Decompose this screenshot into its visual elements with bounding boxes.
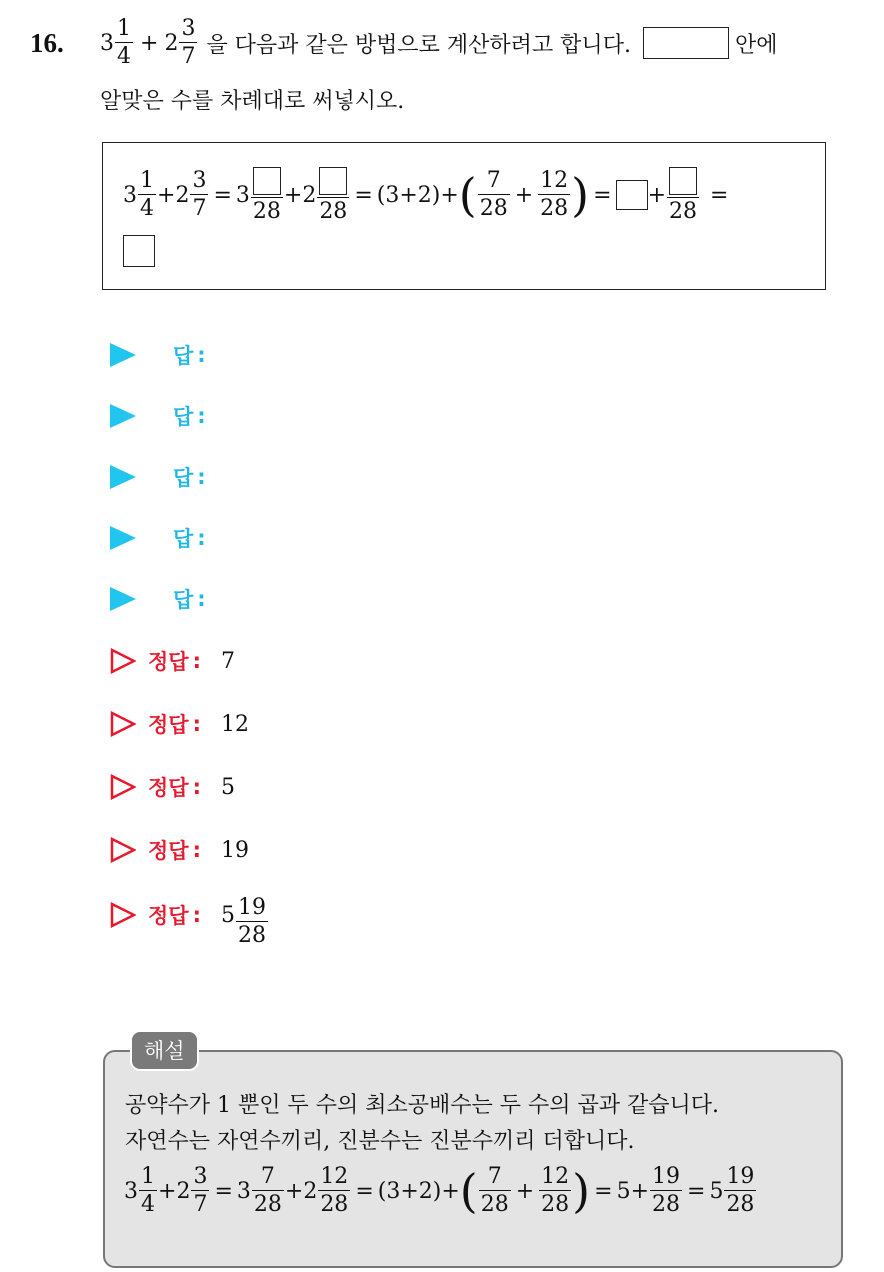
eq-fraction-1: $\frac{1}{4}$ <box>140 168 154 221</box>
correct-row-4: 정답 : 19 <box>110 835 249 865</box>
answer-row-3: 답 : <box>110 462 206 492</box>
blank-box-icon <box>123 235 155 267</box>
correct-value: 5 <box>220 774 235 800</box>
outline-triangle-icon <box>110 774 136 800</box>
question-text-1: 을 다음과 같은 방법으로 계산하려고 합니다. <box>206 32 631 58</box>
equation-box <box>102 142 826 290</box>
correct-value: 19 <box>220 837 249 863</box>
expr-fraction-1: $\frac{1}{4}$ <box>117 16 131 69</box>
blank-box-icon <box>319 167 347 195</box>
right-paren: ) <box>572 1164 591 1218</box>
right-paren: ) <box>571 168 590 222</box>
expr-whole-1: 3 <box>100 30 114 56</box>
answer-row-5: 답 : <box>110 584 206 614</box>
eq-fraction-2: $\frac{3}{7}$ <box>192 168 207 221</box>
blank-box-icon <box>643 27 729 59</box>
correct-value-mixed: 5 $\frac{19}{28}$ <box>220 895 266 948</box>
question-line-1 <box>100 18 777 68</box>
correct-row-3: 정답 : 5 <box>110 772 235 802</box>
plus-sign: + <box>140 30 159 56</box>
question-text-1b: 안에 <box>734 32 778 58</box>
answer-row-4: 답 : <box>110 523 206 553</box>
play-triangle-icon <box>110 587 136 611</box>
correct-row-5: 정답 : 5 $\frac{19}{28}$ <box>110 900 269 930</box>
correct-value: 12 <box>220 711 249 737</box>
play-triangle-icon <box>110 343 136 367</box>
play-triangle-icon <box>110 404 136 428</box>
correct-row-2: 정답 : 12 <box>110 709 249 739</box>
left-paren: ( <box>459 1164 478 1218</box>
eq-fraction-6: $\frac{12}{28}$ <box>540 168 569 221</box>
explanation-equation: 3 $\frac{1}{4}$ + 2 $\frac{3}{7}$ = 3 $\frac{7}{28}$ + 2 $\frac{12}{28}$ = (3+2)+ ( $\frac{7}{28}$ + $\frac{12}{28}$ ) = 5 + $\frac{19}{28}$ = 5 $\frac{19}{28}$ <box>124 1164 755 1218</box>
play-triangle-icon <box>110 465 136 489</box>
play-triangle-icon <box>110 526 136 550</box>
explanation-tab: 해설 <box>130 1030 199 1071</box>
outline-triangle-icon <box>110 648 136 674</box>
question-line-2: 알맞은 수를 차례대로 써넣시오. <box>100 89 405 114</box>
answer-row-2: 답 : <box>110 401 206 431</box>
left-paren: ( <box>458 168 477 222</box>
eq-fraction-blank-3: 28 <box>667 167 699 223</box>
explanation-line-2: 자연수는 자연수끼리, 진분수는 진분수끼리 더합니다. <box>125 1129 635 1154</box>
expr-fraction-2: $\frac{3}{7}$ <box>181 16 196 69</box>
expr-whole-2: 2 <box>164 30 179 56</box>
explanation-box <box>103 1050 843 1268</box>
explanation-line-1: 공약수가 1 뿐인 두 수의 최소공배수는 두 수의 곱과 같습니다. <box>125 1093 719 1118</box>
blank-box-icon <box>616 180 648 210</box>
answer-row-1: 답 : <box>110 340 206 370</box>
question-number: 16. <box>30 28 64 58</box>
outline-triangle-icon <box>110 711 136 737</box>
correct-value: 7 <box>220 648 235 674</box>
blank-box-icon <box>669 167 697 195</box>
outline-triangle-icon <box>110 837 136 863</box>
eq-fraction-blank-1: 28 <box>251 167 283 223</box>
correct-row-1: 정답 : 7 <box>110 646 235 676</box>
equation-row: 3 $\frac{1}{4}$ + 2 $\frac{3}{7}$ = 3 28 + 2 28 = (3+2)+ ( $\frac{7}{28}$ + $\frac{12}{28}$ ) = + 28 = <box>123 168 729 224</box>
eq-fraction-5: $\frac{7}{28}$ <box>479 168 508 221</box>
eq-fraction-blank-2: 28 <box>317 167 349 223</box>
blank-box-icon <box>253 167 281 195</box>
outline-triangle-icon <box>110 902 136 928</box>
